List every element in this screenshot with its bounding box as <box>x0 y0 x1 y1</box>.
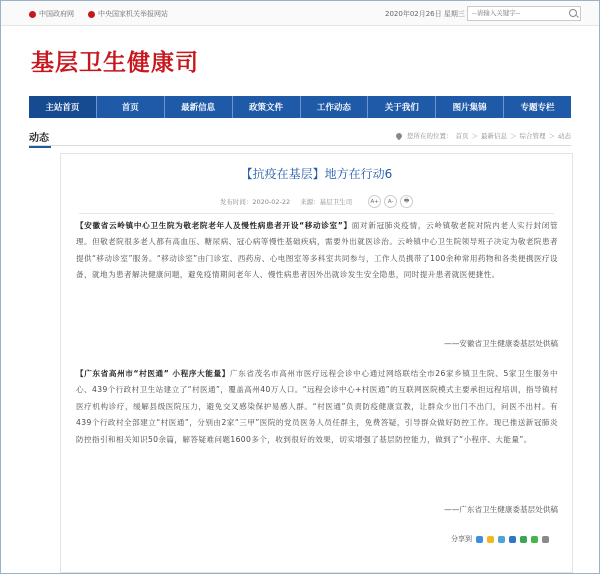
douban-icon[interactable] <box>520 536 527 543</box>
print-icon[interactable]: 🖶 <box>400 195 413 208</box>
breadcrumb-management[interactable]: 综合管理 <box>519 132 546 140</box>
published-label: 发布时间： <box>219 198 253 206</box>
article-meta <box>61 195 572 208</box>
sina-weibo-icon[interactable] <box>476 536 483 543</box>
search-input[interactable] <box>472 8 564 18</box>
share-bar <box>451 534 549 544</box>
national-emblem-icon <box>29 11 36 18</box>
article-tools <box>368 195 413 208</box>
qq-zone-icon[interactable] <box>487 536 494 543</box>
nav-item-topics[interactable]: 专题专栏 <box>520 103 555 113</box>
gov-site-link[interactable] <box>29 9 74 19</box>
published-date: 2020-02-22 <box>252 198 291 206</box>
paragraph-anhui <box>76 218 558 284</box>
breadcrumb-separator: ＞ <box>510 132 517 140</box>
report-site-link[interactable] <box>88 9 168 19</box>
breadcrumb-separator: ＞ <box>548 132 555 140</box>
search-box[interactable] <box>467 6 581 21</box>
tencent-weibo-icon[interactable] <box>498 536 505 543</box>
paragraph-body: 广东省茂名市高州市医疗远程会诊中心通过网络联结全市26家乡镇卫生院、5家卫生服务中心、439个行政村卫生站建立了“村医通”，覆盖高州40万人口。“远程会诊中心+村医通”的互联网医院模式主要承担远程培训，指导镇村医疗机构诊疗，缓解县级医院压力，避免交叉感染保护易感人群。“村医通”负责防疫健康宣教，让群众少出门不出门，问医不出村。有439个行政村全部建立“村医通”，分别由2家“三甲”医院的党员医务人员任群主，免费答疑，引导群众做好防控工作。现已推送新冠肺炎防控指引和相关知识50余篇，解答疑难问题1600多个，收到很好的效果，切实增强了基层防控能力，做到了“小程序、大能量”。 <box>76 369 558 444</box>
site-title: 基层卫生健康司 <box>31 50 199 76</box>
top-utility-bar <box>1 1 599 26</box>
article-source: 基层卫生司 <box>319 198 353 206</box>
breadcrumb-current: 动态 <box>558 132 571 140</box>
source-label: 来源： <box>300 198 320 206</box>
nav-item-home[interactable]: 首页 <box>97 96 165 118</box>
location-pin-icon <box>395 131 403 139</box>
renren-icon[interactable] <box>509 536 516 543</box>
paragraph-heading: 【安徽省云岭镇中心卫生院为敬老院老年人及慢性病患者开设“移动诊室”】 <box>76 221 352 230</box>
current-date: 2020年02月26日 星期三 <box>385 10 465 18</box>
more-share-icon[interactable] <box>542 536 549 543</box>
main-nav <box>29 96 571 118</box>
paragraph-guangdong <box>76 366 558 448</box>
nav-item-work-news[interactable]: 工作动态 <box>301 96 369 118</box>
nav-item-about[interactable]: 关于我们 <box>368 96 436 118</box>
breadcrumb-home[interactable]: 首页 <box>455 132 469 140</box>
paragraph-body: 面对新冠肺炎疫情，云岭镇敬老院对院内老人实行封闭管理。但敬老院很多老人都有高血压、糖尿病、冠心病等慢性基础疾病，需要外出就医诊治。云岭镇中心卫生院领导班子决定为敬老院患者提供“移动诊室”服务。“移动诊室”由门诊室、西药房、心电图室等多科室共同参与，工作人员携带了100余种常用药物和各类便携医疗设备，就地为患者解决健康问题，避免疫情期间老年人、慢性病患者因外出就诊发生安全隐患，同时提升患者就医便捷性。 <box>76 221 559 280</box>
signature-anhui: ——安徽省卫生健康委基层处供稿 <box>444 339 558 348</box>
search-icon[interactable] <box>569 9 577 17</box>
wechat-icon[interactable] <box>531 536 538 543</box>
breadcrumb <box>396 131 571 140</box>
breadcrumb-prefix: 您所在的位置： <box>407 132 453 140</box>
article-title: 【抗疫在基层】地方在行动6 <box>240 167 393 181</box>
section-title: 动态 <box>29 129 49 144</box>
breadcrumb-separator: ＞ <box>471 132 478 140</box>
national-emblem-icon <box>88 11 95 18</box>
divider <box>79 213 554 214</box>
nav-item-policy[interactable]: 政策文件 <box>233 96 301 118</box>
article-panel <box>60 153 573 573</box>
share-label: 分享到 <box>451 535 472 543</box>
report-site-link-label: 中央国家机关举报网站 <box>98 10 168 18</box>
nav-item-latest[interactable]: 最新信息 <box>165 96 233 118</box>
font-decrease-button[interactable]: A- <box>384 195 397 208</box>
font-increase-button[interactable]: A+ <box>368 195 381 208</box>
nav-item-gallery[interactable]: 图片集锦 <box>436 96 504 118</box>
signature-guangdong: ——广东省卫生健康委基层处供稿 <box>444 505 558 514</box>
breadcrumb-latest[interactable]: 最新信息 <box>481 132 507 140</box>
nav-item-main-home[interactable]: 主站首页 <box>29 96 97 118</box>
paragraph-heading: 【广东省高州市“村医通” 小程序大能量】 <box>76 369 230 378</box>
section-header <box>29 125 571 146</box>
site-header <box>1 26 599 92</box>
gov-site-link-label: 中国政府网 <box>39 10 74 18</box>
